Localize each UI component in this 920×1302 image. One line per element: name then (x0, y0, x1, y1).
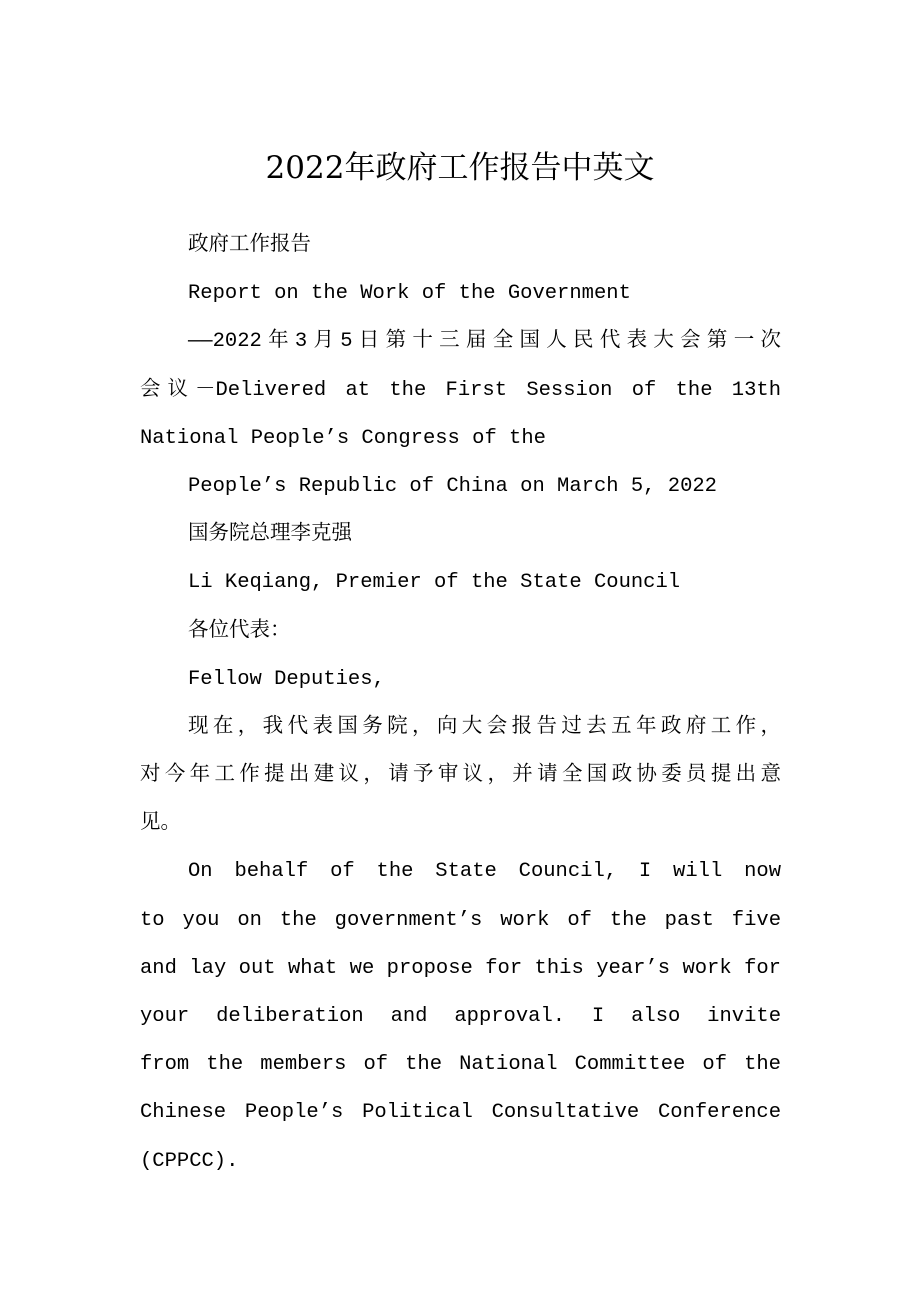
paragraph (140, 270, 781, 318)
text-line: 见。 (140, 812, 181, 836)
text-line: Li Keqiang, Premier of the State Council (188, 571, 681, 595)
document-title: 2022年政府工作报告中英文 (265, 150, 655, 186)
text-line: 现在，我代表国务院，向大会报告过去五年政府工作， (188, 715, 781, 739)
document-body (140, 222, 781, 1186)
text-line: ——2022年3月5日第十三届全国人民代表大会第一次 (188, 330, 781, 354)
text-line: 会议－Delivered at the First Session of the 13th (140, 378, 781, 402)
text-line: (CPPCC). (140, 1149, 239, 1173)
paragraph (140, 318, 781, 463)
paragraph (140, 463, 781, 511)
text-line: 对今年工作提出建议，请予审议，并请全国政协委员提出意 (140, 764, 781, 788)
text-line: 各位代表： (188, 619, 291, 643)
text-line: 政府工作报告 (188, 234, 311, 257)
text-line: to you on the government’s work of the past five (140, 908, 781, 932)
paragraph (140, 608, 781, 656)
paragraph (140, 222, 781, 270)
text-line: Report on the Work of the Government (188, 282, 631, 306)
paragraph (140, 704, 781, 849)
text-line: and lay out what we propose for this year’s work for (140, 956, 781, 980)
text-line: Fellow Deputies, (188, 667, 385, 691)
text-line: 国务院总理李克强 (188, 523, 352, 547)
paragraph (140, 559, 781, 607)
text-line: Chinese People’s Political Consultative Conference (140, 1101, 781, 1125)
text-line: National People’s Congress of the (140, 426, 546, 450)
text-line: your deliberation and approval. I also invite (140, 1005, 781, 1028)
paragraph (140, 511, 781, 559)
paragraph (140, 656, 781, 704)
text-line: On behalf of the State Council, I will now (188, 860, 781, 884)
text-line: from the members of the National Committee of the (140, 1053, 781, 1077)
paragraph (140, 848, 781, 1185)
text-line: People’s Republic of China on March 5, 2022 (188, 474, 717, 498)
